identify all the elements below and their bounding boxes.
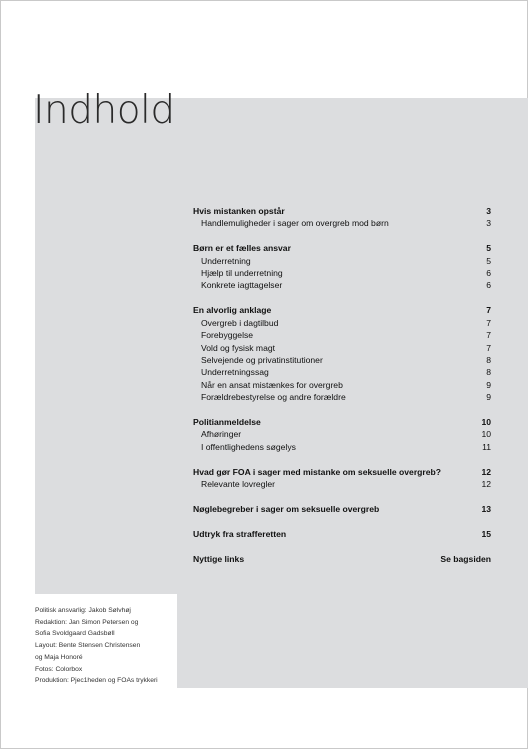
toc-entry	[193, 317, 491, 329]
toc-heading	[193, 304, 491, 316]
toc-section	[193, 242, 491, 292]
toc-entry	[193, 255, 491, 267]
toc-page-number: 6	[486, 280, 491, 291]
page-title: Indhold	[33, 88, 175, 133]
toc-entry	[193, 329, 491, 341]
toc-label: En alvorlig anklage	[193, 305, 272, 316]
table-of-contents	[193, 205, 491, 578]
toc-page-number: 5	[486, 243, 491, 254]
toc-page-number: 12	[481, 479, 491, 490]
toc-page-number: 13	[481, 503, 491, 514]
toc-entry	[193, 441, 491, 453]
toc-label: Afhøringer	[201, 429, 242, 440]
toc-page-number: 5	[486, 255, 491, 266]
toc-entry	[193, 379, 491, 391]
toc-page-number: 6	[486, 268, 491, 279]
toc-label: Relevante lovregler	[201, 479, 276, 490]
toc-entry	[193, 279, 491, 291]
credit-line: Layout: Bente Stensen Christensen	[35, 642, 141, 650]
toc-label: Politianmeldelse	[193, 416, 261, 427]
toc-page-number: 3	[486, 218, 491, 229]
credit-line: Produktion: Pjec1heden og FOAs trykkeri	[35, 677, 158, 685]
toc-page-number: 7	[486, 330, 491, 341]
toc-label: Konkrete iagttagelser	[201, 280, 283, 291]
toc-section	[193, 416, 491, 453]
toc-page-number: 8	[486, 354, 491, 365]
toc-section	[193, 528, 491, 540]
toc-entry	[193, 391, 491, 403]
toc-page-number: 3	[486, 206, 491, 216]
toc-label: Nyttige links	[193, 553, 245, 564]
toc-label: Hvis mistanken opstår	[193, 206, 285, 216]
toc-heading	[193, 205, 491, 217]
toc-page-number: 9	[486, 392, 491, 403]
toc-label: Børn er et fælles ansvar	[193, 243, 291, 254]
toc-label: Overgreb i dagtilbud	[201, 317, 279, 328]
toc-entry	[193, 267, 491, 279]
toc-heading	[193, 466, 491, 478]
gray-panel-tail	[177, 594, 528, 688]
toc-page-number: 9	[486, 379, 491, 390]
toc-label: Nøglebegreber i sager om seksuelle overgreb	[193, 503, 380, 514]
toc-page-number: 11	[482, 441, 491, 452]
toc-page-number: 7	[486, 342, 491, 353]
toc-heading	[193, 528, 491, 540]
toc-page-number: 10	[481, 429, 491, 440]
toc-heading	[193, 503, 491, 515]
credit-line: Redaktion: Jan Simon Petersen og	[35, 618, 139, 626]
toc-entry	[193, 428, 491, 440]
toc-label: Forebyggelse	[201, 330, 254, 341]
toc-label: Underretning	[201, 255, 251, 266]
toc-entry	[193, 478, 491, 490]
toc-entry	[193, 366, 491, 378]
credit-line: Fotos: Colorbox	[35, 665, 83, 673]
toc-heading	[193, 242, 491, 254]
credits	[35, 605, 158, 687]
toc-label: Vold og fysisk magt	[201, 342, 276, 353]
toc-label: Selvejende og privatinstitutioner	[201, 354, 323, 365]
toc-label: Underretningssag	[201, 367, 269, 378]
toc-page-number: 7	[486, 305, 491, 316]
toc-page-number: 10	[481, 416, 491, 427]
toc-section	[193, 553, 491, 565]
toc-label: Hvad gør FOA i sager med mistanke om seksuelle overgreb?	[193, 466, 442, 477]
toc-section	[193, 466, 491, 491]
toc-entry	[193, 217, 491, 229]
toc-label: Hjælp til underretning	[201, 268, 283, 279]
toc-label: Når en ansat mistænkes for overgreb	[201, 379, 343, 390]
toc-section	[193, 304, 491, 403]
toc-label: Handlemuligheder i sager om overgreb mod børn	[201, 218, 389, 229]
credit-line: og Maja Honoré	[35, 653, 83, 661]
toc-label: I offentlighedens søgelys	[201, 441, 296, 452]
toc-page-number: 7	[486, 317, 491, 328]
toc-heading	[193, 416, 491, 428]
toc-page-number: 8	[486, 367, 491, 378]
credit-line: Sofia Svoldgaard Gadsbøll	[35, 630, 115, 638]
toc-label: Forældrebestyrelse og andre forældre	[201, 392, 346, 403]
toc-entry	[193, 354, 491, 366]
toc-page-number: 12	[481, 466, 491, 477]
toc-entry	[193, 342, 491, 354]
toc-page-number: 15	[481, 528, 491, 539]
toc-heading	[193, 553, 491, 565]
toc-page-number: Se bagsiden	[440, 553, 491, 564]
credit-line: Politisk ansvarlig: Jakob Sølvhøj	[35, 607, 131, 614]
toc-section	[193, 503, 491, 515]
toc-section	[193, 205, 491, 230]
toc-label: Udtryk fra strafferetten	[193, 528, 287, 539]
